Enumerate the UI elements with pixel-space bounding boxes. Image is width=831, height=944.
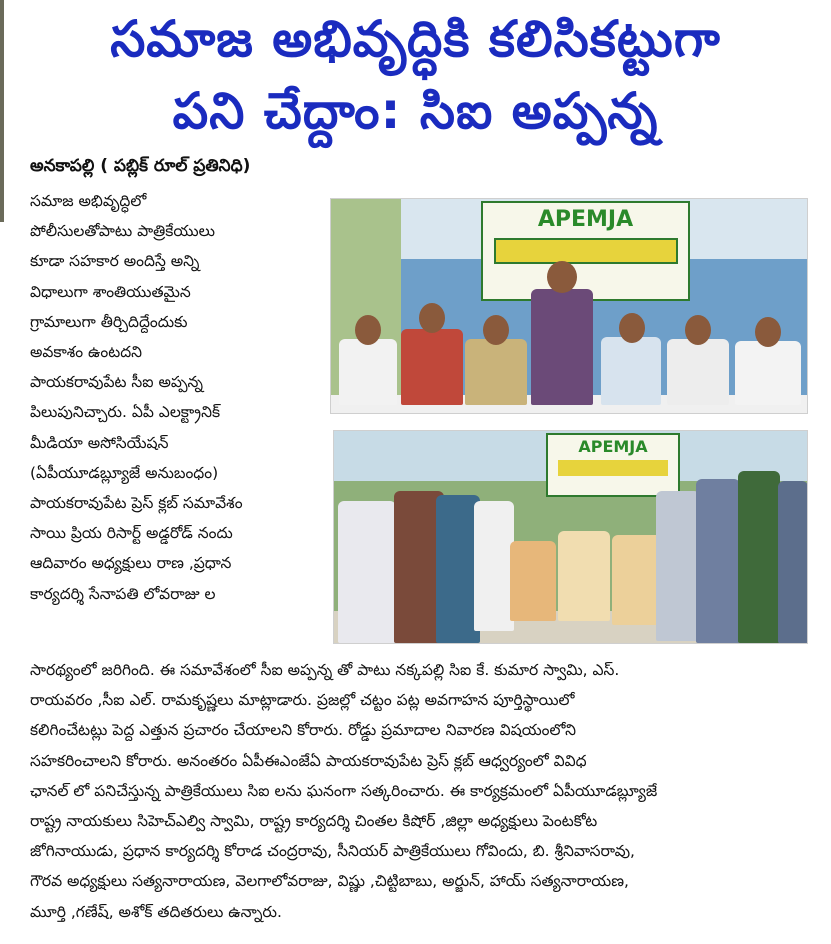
body-line: రాయవరం ,సీఐ ఎల్. రామకృష్ణలు మాట్లాడారు. ప్రజల్లో చట్టం పట్ల అవగాహన పూర్తిస్థాయిలో	[30, 691, 575, 710]
article-full-width-text	[30, 655, 806, 927]
banner-text-2: APEMJA	[578, 437, 648, 456]
headline-line-1: సమాజ అభివృద్ధికి కలిసికట్టుగా	[110, 10, 721, 68]
column-line: సమాజ అభివృద్ధిలో	[30, 192, 147, 210]
body-line: సారథ్యంలో జరిగింది. ఈ సమావేశంలో సీఐ అప్పన్న తో పాటు నక్కపల్లి సిఐ కే. కుమార స్వామి, ఎస్.	[30, 661, 620, 679]
column-line: ఆదివారం అధ్యక్షులు రాణ ,ప్రధాన	[30, 554, 232, 573]
body-line: కలిగించేటట్లు పెద్ద ఎత్తున ప్రచారం చేయాలని కోరారు. రోడ్డు ప్రమాదాల నివారణ విషయంలోని	[30, 721, 576, 740]
body-line: గౌరవ అధ్యక్షులు సత్యనారాయణ, వెలగాలోవరాజు, విష్ణు ,చిట్టిబాబు, అర్జున్, హాయ్ సత్యనారాయణ,	[30, 872, 629, 891]
column-line: (ఏపీయూడబ్ల్యూజే అనుబంధం)	[30, 463, 219, 482]
dateline: అనకాపల్లి ( పబ్లిక్ రూల్ ప్రతినిధి)	[30, 156, 251, 176]
article-column-text	[30, 186, 325, 609]
column-line: పిలుపునిచ్చారు. ఏపీ ఎలక్ట్రానిక్	[30, 403, 221, 422]
banner-text: APEMJA	[537, 207, 634, 232]
body-line: రాష్ట్ర నాయకులు సిహెచ్ఎల్వి స్వామి, రాష్ట్ర కార్యదర్శి చింతల కిషోర్ ,జిల్లా అధ్యక్షులు పెంటకోట	[30, 812, 598, 831]
body-line: మూర్తి ,గణేష్, అశోక్ తదితరులు ఉన్నారు.	[30, 902, 282, 921]
group-photo	[333, 430, 808, 644]
column-line: గ్రామాలుగా తీర్చిదిద్దేందుకు	[30, 312, 188, 331]
headline-line-2: పని చేద్దాం: సిఐ అప్పన్న	[172, 82, 659, 140]
column-line: పాయకరావుపేట ప్రెస్ క్లబ్ సమావేశం	[30, 494, 243, 513]
column-line: మీడియా అసోసియేషన్	[30, 433, 169, 452]
column-line: కూడా సహకార అందిస్తే అన్ని	[30, 252, 200, 271]
column-line: అవకాశం ఉంటదని	[30, 343, 143, 362]
apemja-banner-2	[546, 433, 680, 497]
body-line: ఛానల్ లో పనిచేస్తున్న పాత్రికేయులు సిఐ లను ఘనంగా సత్కరించారు. ఈ కార్యక్రమంలో ఏపీయూడబ్ల్యూజే	[30, 781, 658, 800]
column-line: సాయి ప్రియ రిసార్ట్ అడ్డరోడ్ నందు	[30, 524, 233, 543]
column-line: విధాలుగా శాంతియుతమైన	[30, 282, 191, 301]
body-line: సహకరించాలని కోరారు. అనంతరం ఏపీఈఎంజేఏ పాయకరావుపేట ప్రెస్ క్లబ్ ఆధ్వర్యంలో వివిధ	[30, 751, 587, 770]
column-line: పాయకరావుపేట సీఐ అప్పన్న	[30, 373, 204, 392]
column-line: పోలీసులతోపాటు పాత్రికేయులు	[30, 222, 215, 241]
column-line: కార్యదర్శి సేనాపతి లోవరాజు ల	[30, 584, 216, 603]
body-line: జోగినాయుడు, ప్రధాన కార్యదర్శి కోరాడ చంద్రరావు, సీనియర్ పాత్రికేయులు గోవిందు, బి. శ్రీనివాసరావు,	[30, 842, 635, 861]
apemja-banner	[481, 201, 690, 301]
meeting-photo	[330, 198, 808, 414]
